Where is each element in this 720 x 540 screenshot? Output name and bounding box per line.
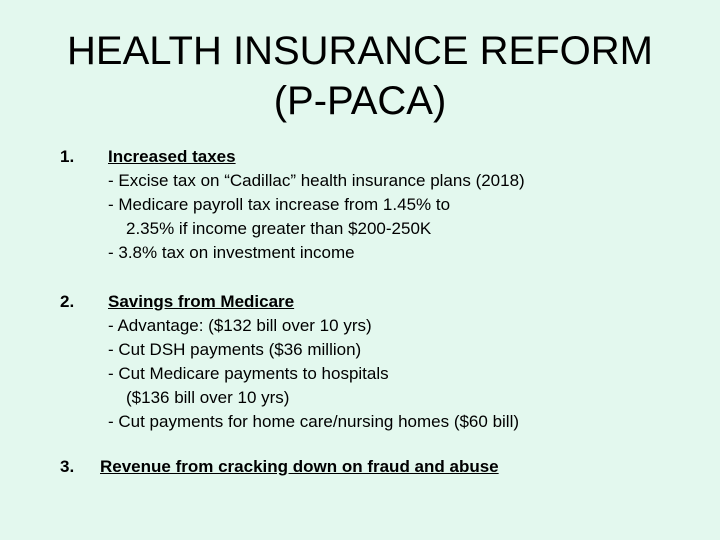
item-body (108, 290, 519, 434)
item-detail-line: - 3.8% tax on investment income (108, 243, 355, 262)
item-detail-line: - Cut DSH payments ($36 million) (108, 340, 362, 359)
slide-title-line-2: (P-PACA) (273, 79, 447, 123)
item-heading: Savings from Medicare (108, 292, 295, 311)
item-detail-line: - Excise tax on “Cadillac” health insurance plans (2018) (108, 171, 525, 190)
item-number: 1. (60, 147, 75, 166)
item-detail-line: - Medicare payroll tax increase from 1.45% to (108, 195, 451, 214)
item-body (108, 145, 525, 265)
item-body (100, 455, 499, 479)
item-heading: Increased taxes (108, 147, 236, 166)
item-heading: Revenue from cracking down on fraud and abuse (100, 457, 499, 476)
item-detail-line: - Advantage: ($132 bill over 10 yrs) (108, 316, 372, 335)
item-number: 3. (60, 457, 75, 476)
slide-title (0, 26, 720, 126)
item-detail-line: ($136 bill over 10 yrs) (126, 388, 290, 407)
item-detail-line: - Cut Medicare payments to hospitals (108, 364, 389, 383)
slide-title-line-1: HEALTH INSURANCE REFORM (67, 29, 653, 73)
item-detail-line: - Cut payments for home care/nursing homes ($60 bill) (108, 412, 520, 431)
item-number: 2. (60, 292, 75, 311)
item-detail-line: 2.35% if income greater than $200-250K (126, 219, 432, 238)
